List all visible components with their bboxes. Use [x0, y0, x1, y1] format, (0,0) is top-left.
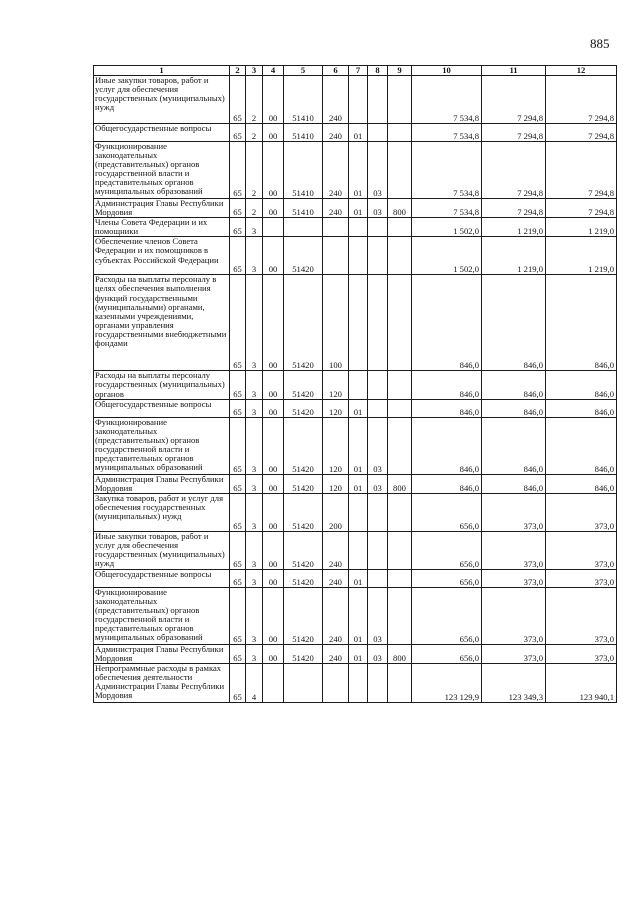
code-col-4: 00 — [263, 399, 284, 417]
code-col-4: 00 — [263, 474, 284, 493]
row-name: Функционирование законодательных (представительных) органов государственной власти и представительных органов муниципальных образований — [94, 587, 230, 644]
amount-col-10: 846,0 — [412, 399, 482, 417]
amount-col-10: 846,0 — [412, 474, 482, 493]
code-col-4: 00 — [263, 275, 284, 371]
table-row — [94, 587, 617, 644]
code-col-7 — [349, 531, 368, 569]
code-col-8 — [368, 237, 388, 275]
code-col-3: 3 — [246, 371, 263, 399]
code-col-5: 51420 — [284, 474, 323, 493]
code-col-9 — [388, 664, 412, 703]
code-col-6: 200 — [323, 493, 349, 531]
code-col-7: 01 — [349, 417, 368, 474]
code-col-2: 65 — [230, 76, 246, 124]
code-col-4: 00 — [263, 531, 284, 569]
code-col-7 — [349, 664, 368, 703]
code-col-6: 120 — [323, 417, 349, 474]
code-col-2: 65 — [230, 371, 246, 399]
code-col-9 — [388, 399, 412, 417]
amount-col-11: 7 294,8 — [482, 199, 546, 218]
code-col-4 — [263, 218, 284, 237]
code-col-7 — [349, 237, 368, 275]
code-col-8: 03 — [368, 199, 388, 218]
code-col-2: 65 — [230, 399, 246, 417]
code-col-2: 65 — [230, 199, 246, 218]
table-body — [94, 76, 617, 703]
amount-col-11: 846,0 — [482, 275, 546, 371]
code-col-2: 65 — [230, 569, 246, 587]
amount-col-12: 123 940,1 — [546, 664, 617, 703]
code-col-8 — [368, 124, 388, 142]
amount-col-12: 846,0 — [546, 371, 617, 399]
code-col-3: 3 — [246, 237, 263, 275]
code-col-9 — [388, 124, 412, 142]
code-col-3: 3 — [246, 587, 263, 644]
amount-col-11: 846,0 — [482, 474, 546, 493]
amount-col-11: 373,0 — [482, 531, 546, 569]
table-row — [94, 644, 617, 663]
code-col-3: 4 — [246, 664, 263, 703]
table-row — [94, 531, 617, 569]
table-row — [94, 371, 617, 399]
amount-col-11: 373,0 — [482, 644, 546, 663]
code-col-6 — [323, 664, 349, 703]
code-col-2: 65 — [230, 474, 246, 493]
code-col-8 — [368, 664, 388, 703]
amount-col-11: 846,0 — [482, 399, 546, 417]
amount-col-10: 1 502,0 — [412, 218, 482, 237]
code-col-7 — [349, 371, 368, 399]
code-col-5: 51420 — [284, 644, 323, 663]
amount-col-12: 7 294,8 — [546, 199, 617, 218]
amount-col-12: 846,0 — [546, 275, 617, 371]
code-col-4: 00 — [263, 124, 284, 142]
amount-col-10: 1 502,0 — [412, 237, 482, 275]
code-col-8 — [368, 275, 388, 371]
code-col-8 — [368, 218, 388, 237]
amount-col-10: 123 129,9 — [412, 664, 482, 703]
amount-col-11: 1 219,0 — [482, 218, 546, 237]
code-col-4: 00 — [263, 644, 284, 663]
page-number: 885 — [590, 36, 610, 51]
column-header-7: 7 — [349, 66, 368, 76]
amount-col-12: 373,0 — [546, 644, 617, 663]
code-col-2: 65 — [230, 417, 246, 474]
code-col-4: 00 — [263, 569, 284, 587]
code-col-2: 65 — [230, 275, 246, 371]
code-col-2: 65 — [230, 142, 246, 199]
amount-col-11: 123 349,3 — [482, 664, 546, 703]
code-col-6: 240 — [323, 142, 349, 199]
column-header-8: 8 — [368, 66, 388, 76]
code-col-7 — [349, 275, 368, 371]
code-col-4: 00 — [263, 371, 284, 399]
code-col-6: 240 — [323, 644, 349, 663]
amount-col-10: 7 534,8 — [412, 124, 482, 142]
table-row — [94, 569, 617, 587]
row-name: Общегосударственные вопросы — [94, 124, 230, 142]
amount-col-10: 656,0 — [412, 493, 482, 531]
code-col-8: 03 — [368, 474, 388, 493]
amount-col-10: 846,0 — [412, 417, 482, 474]
table-row — [94, 275, 617, 371]
code-col-6: 120 — [323, 474, 349, 493]
table-row — [94, 664, 617, 703]
table-row — [94, 199, 617, 218]
code-col-9: 800 — [388, 199, 412, 218]
code-col-3: 3 — [246, 474, 263, 493]
code-col-3: 3 — [246, 569, 263, 587]
code-col-6: 240 — [323, 199, 349, 218]
amount-col-11: 7 294,8 — [482, 124, 546, 142]
row-name: Общегосударственные вопросы — [94, 569, 230, 587]
amount-col-10: 656,0 — [412, 569, 482, 587]
amount-col-11: 373,0 — [482, 587, 546, 644]
row-name: Обеспечение членов Совета Федерации и их помощников в субъектах Российской Федерации — [94, 237, 230, 275]
amount-col-12: 1 219,0 — [546, 218, 617, 237]
table-header — [94, 66, 617, 76]
amount-col-12: 846,0 — [546, 417, 617, 474]
amount-col-12: 846,0 — [546, 474, 617, 493]
code-col-8: 03 — [368, 587, 388, 644]
column-header-9: 9 — [388, 66, 412, 76]
code-col-2: 65 — [230, 237, 246, 275]
code-col-3: 3 — [246, 493, 263, 531]
code-col-8: 03 — [368, 417, 388, 474]
code-col-2: 65 — [230, 664, 246, 703]
code-col-5: 51420 — [284, 531, 323, 569]
code-col-7: 01 — [349, 142, 368, 199]
row-name: Функционирование законодательных (представительных) органов государственной власти и представительных органов муниципальных образований — [94, 142, 230, 199]
code-col-5: 51420 — [284, 587, 323, 644]
code-col-5 — [284, 664, 323, 703]
code-col-9 — [388, 531, 412, 569]
code-col-3: 3 — [246, 218, 263, 237]
row-name: Расходы на выплаты персоналу государственных (муниципальных) органов — [94, 371, 230, 399]
code-col-8 — [368, 76, 388, 124]
code-col-8: 03 — [368, 142, 388, 199]
code-col-4: 00 — [263, 417, 284, 474]
code-col-5: 51410 — [284, 124, 323, 142]
amount-col-11: 846,0 — [482, 371, 546, 399]
code-col-8 — [368, 569, 388, 587]
table-row — [94, 399, 617, 417]
code-col-7: 01 — [349, 587, 368, 644]
code-col-2: 65 — [230, 218, 246, 237]
code-col-6: 240 — [323, 569, 349, 587]
code-col-3: 3 — [246, 399, 263, 417]
code-col-7: 01 — [349, 199, 368, 218]
column-header-3: 3 — [246, 66, 263, 76]
column-header-6: 6 — [323, 66, 349, 76]
code-col-9 — [388, 237, 412, 275]
code-col-5: 51420 — [284, 275, 323, 371]
code-col-8 — [368, 399, 388, 417]
code-col-9 — [388, 493, 412, 531]
code-col-4: 00 — [263, 199, 284, 218]
code-col-3: 2 — [246, 199, 263, 218]
code-col-5: 51410 — [284, 76, 323, 124]
code-col-6: 120 — [323, 399, 349, 417]
code-col-5: 51420 — [284, 417, 323, 474]
code-col-4: 00 — [263, 237, 284, 275]
code-col-8 — [368, 371, 388, 399]
amount-col-12: 373,0 — [546, 531, 617, 569]
amount-col-12: 7 294,8 — [546, 142, 617, 199]
row-name: Администрация Главы Республики Мордовия — [94, 199, 230, 218]
code-col-2: 65 — [230, 124, 246, 142]
code-col-7 — [349, 76, 368, 124]
column-header-1: 1 — [94, 66, 230, 76]
code-col-4 — [263, 664, 284, 703]
code-col-4: 00 — [263, 142, 284, 199]
row-name: Функционирование законодательных (представительных) органов государственной власти и представительных органов муниципальных образований — [94, 417, 230, 474]
amount-col-12: 373,0 — [546, 569, 617, 587]
code-col-3: 3 — [246, 275, 263, 371]
amount-col-10: 846,0 — [412, 275, 482, 371]
row-name: Иные закупки товаров, работ и услуг для обеспечения государственных (муниципальных) нужд — [94, 531, 230, 569]
code-col-9 — [388, 569, 412, 587]
code-col-2: 65 — [230, 531, 246, 569]
code-col-7 — [349, 218, 368, 237]
table-row — [94, 142, 617, 199]
amount-col-12: 846,0 — [546, 399, 617, 417]
table-row — [94, 76, 617, 124]
code-col-2: 65 — [230, 644, 246, 663]
row-name: Закупка товаров, работ и услуг для обеспечения государственных (муниципальных) нужд — [94, 493, 230, 531]
code-col-6: 240 — [323, 587, 349, 644]
code-col-7 — [349, 493, 368, 531]
amount-col-10: 7 534,8 — [412, 199, 482, 218]
code-col-3: 3 — [246, 644, 263, 663]
code-col-7: 01 — [349, 399, 368, 417]
code-col-8 — [368, 531, 388, 569]
code-col-2: 65 — [230, 493, 246, 531]
code-col-7: 01 — [349, 474, 368, 493]
amount-col-10: 656,0 — [412, 644, 482, 663]
amount-col-12: 7 294,8 — [546, 124, 617, 142]
code-col-6: 240 — [323, 531, 349, 569]
code-col-9: 800 — [388, 644, 412, 663]
code-col-6 — [323, 218, 349, 237]
amount-col-11: 7 294,8 — [482, 76, 546, 124]
amount-col-11: 373,0 — [482, 493, 546, 531]
code-col-6: 240 — [323, 76, 349, 124]
code-col-6: 120 — [323, 371, 349, 399]
amount-col-10: 7 534,8 — [412, 142, 482, 199]
amount-col-10: 846,0 — [412, 371, 482, 399]
code-col-5: 51410 — [284, 199, 323, 218]
column-header-4: 4 — [263, 66, 284, 76]
row-name: Администрация Главы Республики Мордовия — [94, 644, 230, 663]
code-col-9 — [388, 275, 412, 371]
code-col-6: 100 — [323, 275, 349, 371]
code-col-6: 240 — [323, 124, 349, 142]
row-name: Администрация Главы Республики Мордовия — [94, 474, 230, 493]
budget-table — [93, 65, 617, 703]
row-name: Расходы на выплаты персоналу в целях обеспечения выполнения функций государственными (муниципальными) органами, казенными учреждениями, органами управления государственными внебюджетными фондами — [94, 275, 230, 371]
code-col-4: 00 — [263, 587, 284, 644]
table-row — [94, 474, 617, 493]
row-name: Иные закупки товаров, работ и услуг для обеспечения государственных (муниципальных) нужд — [94, 76, 230, 124]
header-row — [94, 66, 617, 76]
code-col-5: 51410 — [284, 142, 323, 199]
column-header-5: 5 — [284, 66, 323, 76]
code-col-5: 51420 — [284, 399, 323, 417]
code-col-9 — [388, 587, 412, 644]
column-header-12: 12 — [546, 66, 617, 76]
code-col-9: 800 — [388, 474, 412, 493]
amount-col-12: 373,0 — [546, 493, 617, 531]
column-header-11: 11 — [482, 66, 546, 76]
code-col-3: 2 — [246, 76, 263, 124]
code-col-5 — [284, 218, 323, 237]
code-col-5: 51420 — [284, 237, 323, 275]
code-col-8 — [368, 493, 388, 531]
column-header-10: 10 — [412, 66, 482, 76]
code-col-2: 65 — [230, 587, 246, 644]
amount-col-12: 373,0 — [546, 587, 617, 644]
amount-col-10: 656,0 — [412, 587, 482, 644]
amount-col-12: 1 219,0 — [546, 237, 617, 275]
code-col-5: 51420 — [284, 371, 323, 399]
code-col-6 — [323, 237, 349, 275]
code-col-5: 51420 — [284, 569, 323, 587]
code-col-3: 3 — [246, 417, 263, 474]
code-col-3: 3 — [246, 531, 263, 569]
table-row — [94, 218, 617, 237]
row-name: Общегосударственные вопросы — [94, 399, 230, 417]
table-row — [94, 237, 617, 275]
row-name: Члены Совета Федерации и их помощники — [94, 218, 230, 237]
code-col-7: 01 — [349, 644, 368, 663]
code-col-7: 01 — [349, 569, 368, 587]
table-row — [94, 124, 617, 142]
amount-col-11: 1 219,0 — [482, 237, 546, 275]
code-col-4: 00 — [263, 76, 284, 124]
table-row — [94, 493, 617, 531]
code-col-5: 51420 — [284, 493, 323, 531]
code-col-7: 01 — [349, 124, 368, 142]
table-row — [94, 417, 617, 474]
code-col-8: 03 — [368, 644, 388, 663]
amount-col-10: 656,0 — [412, 531, 482, 569]
amount-col-11: 846,0 — [482, 417, 546, 474]
code-col-9 — [388, 218, 412, 237]
code-col-9 — [388, 371, 412, 399]
amount-col-11: 373,0 — [482, 569, 546, 587]
row-name: Непрограммные расходы в рамках обеспечения деятельности Администрации Главы Республики Мордовия — [94, 664, 230, 703]
code-col-9 — [388, 142, 412, 199]
code-col-9 — [388, 417, 412, 474]
column-header-2: 2 — [230, 66, 246, 76]
amount-col-12: 7 294,8 — [546, 76, 617, 124]
code-col-9 — [388, 76, 412, 124]
code-col-3: 2 — [246, 142, 263, 199]
amount-col-11: 7 294,8 — [482, 142, 546, 199]
code-col-4: 00 — [263, 493, 284, 531]
code-col-3: 2 — [246, 124, 263, 142]
amount-col-10: 7 534,8 — [412, 76, 482, 124]
